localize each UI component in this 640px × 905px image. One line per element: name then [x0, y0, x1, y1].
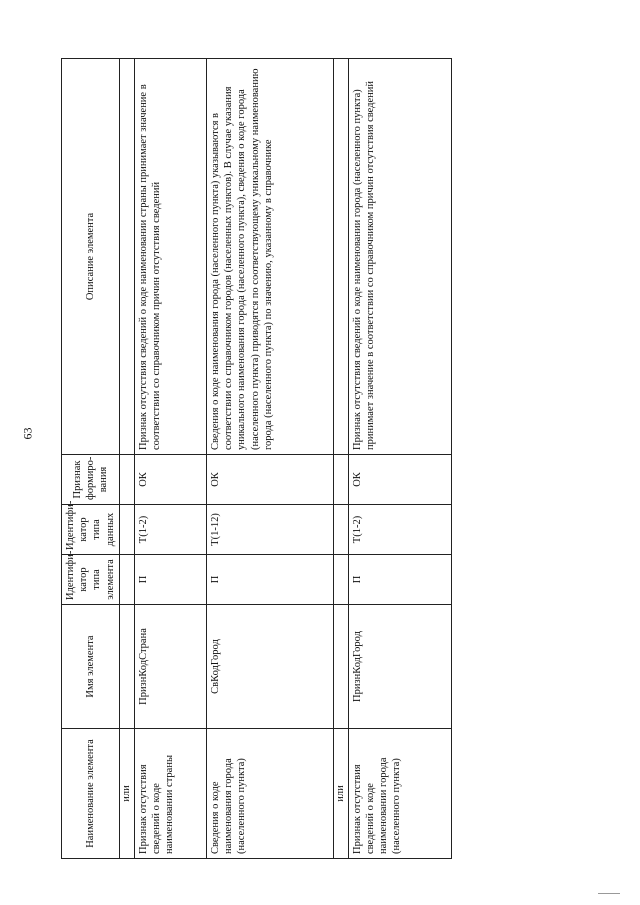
header-element-type: Идентифи-катор типа элемента [62, 555, 120, 605]
elements-table [61, 58, 452, 859]
table-row [134, 59, 206, 859]
cell-name: Сведения о коде наименования города (населенного пункта) [206, 729, 333, 859]
or-label: или [119, 729, 134, 859]
cell-type-id: П [348, 555, 451, 605]
header-description: Описание элемента [62, 59, 120, 455]
scan-edge-mark [598, 893, 620, 894]
table-row [348, 59, 451, 859]
cell-type-id: П [134, 555, 206, 605]
or-separator-row [119, 59, 134, 859]
cell-name: Признак отсутствия сведений о коде наименовании города (населенного пункта) [348, 729, 451, 859]
cell-name: Признак отсутствия сведений о коде наименовании страны [134, 729, 206, 859]
cell-required: ОК [348, 455, 451, 505]
cell-element: СвКодГород [206, 605, 333, 729]
page-number: 63 [20, 427, 35, 440]
cell-data-type: T(1-2) [348, 505, 451, 555]
header-formation-flag: Признак формиро-вания [62, 455, 120, 505]
header-element-id: Имя элемента [62, 605, 120, 729]
cell-element: ПризнКодСтрана [134, 605, 206, 729]
cell-required: ОК [206, 455, 333, 505]
cell-description: Признак отсутствия сведений о коде наименовании города (населенного пункта) принимает значение в соответствии со справочником причин отсутствия сведений [348, 59, 451, 455]
or-separator-row [333, 59, 348, 859]
table-header-row [62, 59, 120, 859]
cell-required: ОК [134, 455, 206, 505]
header-data-type: Идентифи-катор типа данных [62, 505, 120, 555]
cell-data-type: T(1-12) [206, 505, 333, 555]
cell-element: ПризнКодГород [348, 605, 451, 729]
header-element-name: Наименование элемента [62, 729, 120, 859]
cell-description: Сведения о коде наименования города (населенного пункта) указываются в соответствии со справочником городов (населенных пунктов). В случае указания уникального наименования города (населенного пункта), сведения о коде города (населенного пункта) приводятся по соответствующему уникальному наименованию города (населенного пункта) по значению, указанному в справочнике [206, 59, 333, 455]
table-row [206, 59, 333, 859]
rotated-table-container [61, 59, 452, 859]
cell-description: Признак отсутствия сведений о коде наименовании страны принимает значение в соответствии со справочником причин отсутствия сведений [134, 59, 206, 455]
cell-type-id: П [206, 555, 333, 605]
or-label: или [333, 729, 348, 859]
cell-data-type: T(1-2) [134, 505, 206, 555]
